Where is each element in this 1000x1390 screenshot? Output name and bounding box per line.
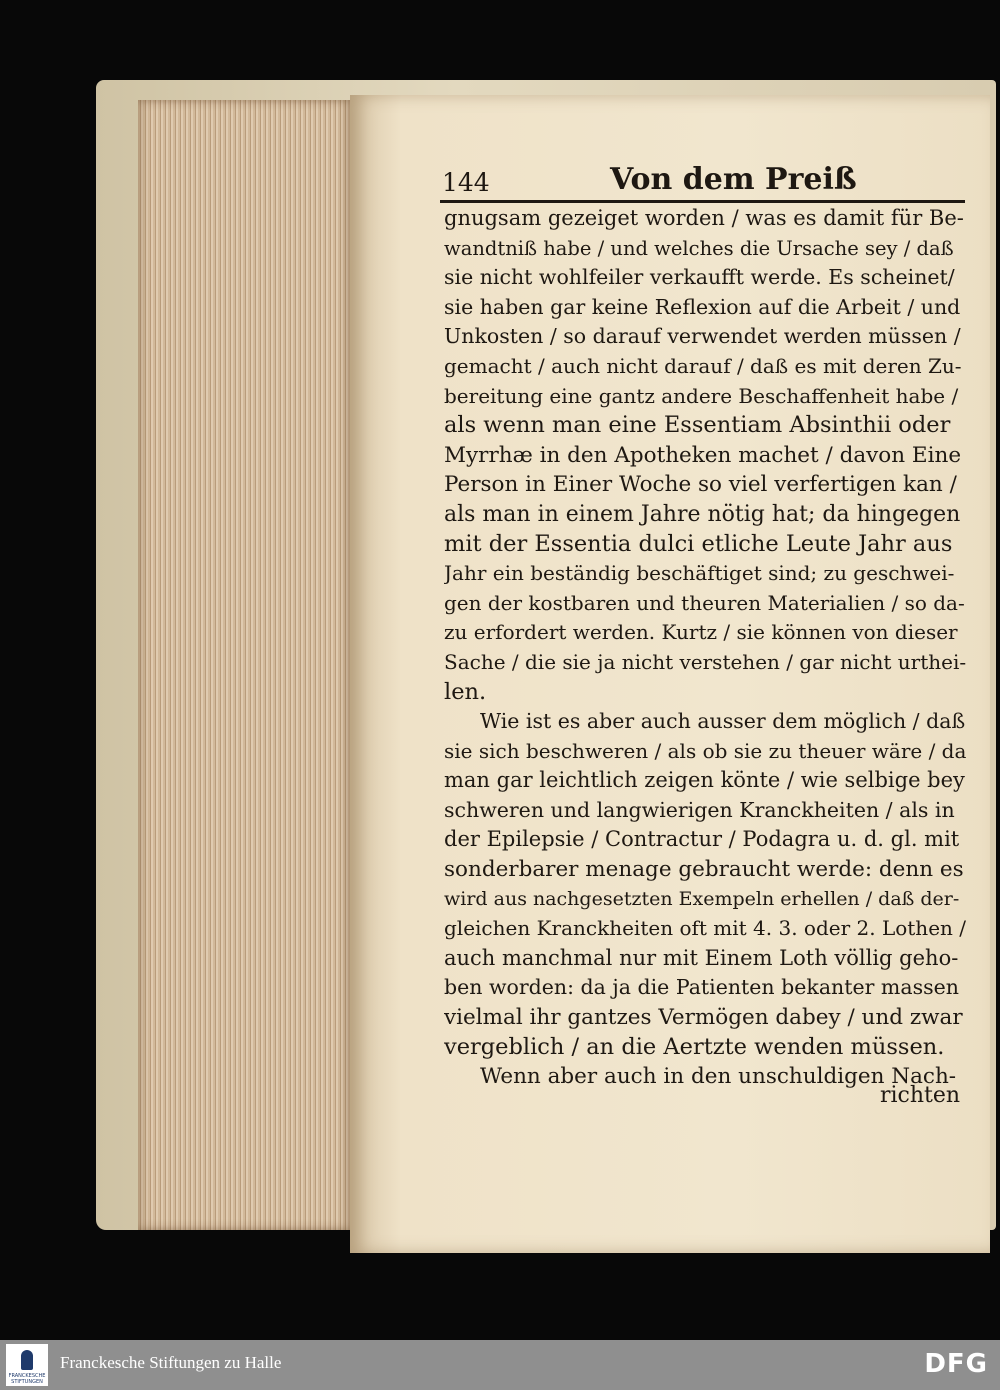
text-line: der Epilepsie / Contractur / Podagra u. d. gl. mit bbox=[444, 827, 960, 852]
page-edges bbox=[138, 100, 353, 1230]
running-head: Von dem Preiß bbox=[610, 162, 857, 197]
text-line: bereitung eine gantz andere Beschaffenheit habe / bbox=[444, 383, 959, 408]
text-line: Unkosten / so darauf verwendet werden müssen / bbox=[444, 324, 961, 349]
text-line: Wie ist es aber auch ausser dem möglich / daß bbox=[480, 709, 966, 734]
text-line: len. bbox=[444, 678, 487, 705]
text-line: Wenn aber auch in den unschuldigen Nach- bbox=[480, 1064, 957, 1090]
text-line: wandtniß habe / und welches die Ursache sey / daß bbox=[444, 236, 954, 260]
text-line: Sache / die sie ja nicht verstehen / gar nicht urthei- bbox=[444, 649, 966, 674]
dfg-logo[interactable]: DFG bbox=[924, 1349, 988, 1379]
text-line: vielmal ihr gantzes Vermögen dabey / und zwar bbox=[444, 1005, 963, 1031]
text-line: zu erfordert werden. Kurtz / sie können von dieser bbox=[444, 620, 958, 645]
text-line: Jahr ein beständig beschäftiget sind; zu geschwei- bbox=[444, 561, 955, 586]
text-line: schweren und langwierigen Kranckheiten / als in bbox=[444, 797, 955, 822]
institution-logo[interactable] bbox=[6, 1344, 48, 1386]
text-line: auch manchmal nur mit Einem Loth völlig geho- bbox=[444, 945, 959, 970]
text-line: sie haben gar keine Reflexion auf die Arbeit / und bbox=[444, 294, 961, 319]
text-line: ben worden: da ja die Patienten bekanter massen bbox=[444, 975, 959, 1000]
text-line: gnugsam gezeiget worden / was es damit für Be- bbox=[444, 206, 964, 230]
text-line: gemacht / auch nicht darauf / daß es mit deren Zu- bbox=[444, 353, 962, 378]
catchword: richten bbox=[880, 1083, 961, 1108]
text-line: sonderbarer menage gebraucht werde: denn es bbox=[444, 857, 964, 883]
text-line: als wenn man eine Essentiam Absinthii oder bbox=[444, 412, 951, 439]
text-line: als man in einem Jahre nötig hat; da hingegen bbox=[444, 501, 961, 527]
text-line: man gar leichtlich zeigen könte / wie selbige bey bbox=[444, 768, 965, 793]
page-number: 144 bbox=[442, 168, 490, 197]
text-line: gleichen Kranckheiten oft mit 4. 3. oder 2. Lothen / bbox=[444, 916, 966, 941]
page-header bbox=[440, 158, 965, 203]
text-line: sie nicht wohlfeiler verkaufft werde. Es scheinet/ bbox=[444, 265, 955, 290]
logo-caption: FRANCKESCHE STIFTUNGEN bbox=[8, 1373, 46, 1385]
text-line: Myrrhæ in den Apotheken machet / davon Eine bbox=[444, 442, 962, 468]
text-line: Person in Einer Woche so viel verfertigen kan / bbox=[444, 472, 957, 498]
text-line: mit der Essentia dulci etliche Leute Jahr aus bbox=[444, 530, 953, 557]
text-line: sie sich beschweren / als ob sie zu theuer wäre / da bbox=[444, 738, 966, 763]
logo-figure-icon bbox=[21, 1350, 33, 1370]
institution-name: Franckesche Stiftungen zu Halle bbox=[60, 1353, 282, 1372]
text-line: wird aus nachgesetzten Exempeln erhellen / daß der- bbox=[444, 887, 960, 910]
body-text bbox=[444, 204, 966, 1092]
text-line: vergeblich / an die Aertzte wenden müssen. bbox=[444, 1033, 945, 1060]
text-line: gen der kostbaren und theuren Materialien / so da- bbox=[444, 590, 965, 615]
footer-bar bbox=[0, 1340, 1000, 1390]
